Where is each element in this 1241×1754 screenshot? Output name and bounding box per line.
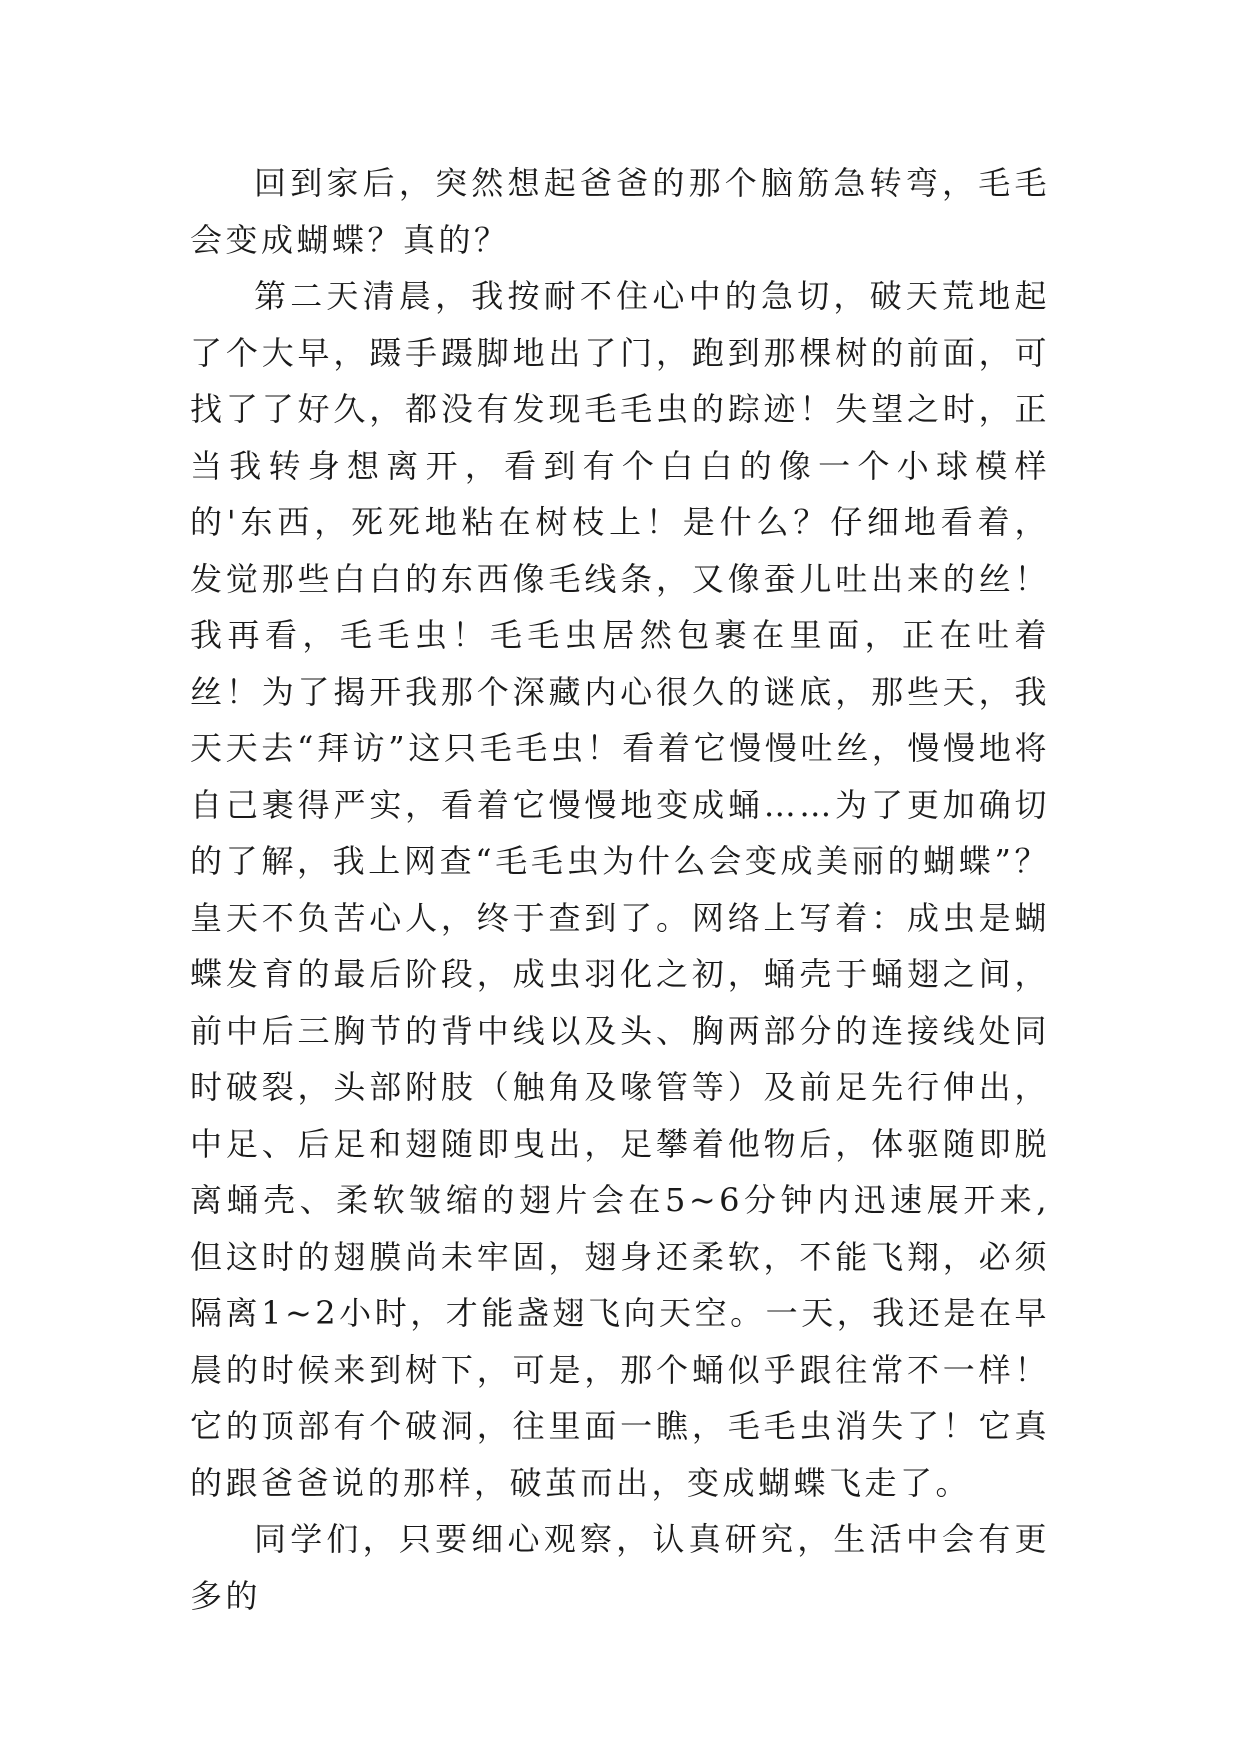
paragraph-return-home: 回到家后，突然想起爸爸的那个脑筋急转弯，毛毛会变成蝴蝶？真的？ [190,164,1050,259]
paragraph-conclusion: 同学们，只要细心观察，认真研究，生活中会有更多的 [190,1520,1050,1615]
document-body [190,155,1050,1624]
paragraph-caterpillar-observation: 第二天清晨，我按耐不住心中的急切，破天荒地起了个大早，蹑手蹑脚地出了门，跑到那棵树的前面，可找了了好久，都没有发现毛毛虫的踪迹！失望之时，正当我转身想离开，看到有个白白的像一个小球模样的'东西，死死地粘在树枝上！是什么？仔细地看着，发觉那些白白的东西像毛线条，又像蚕儿吐出来的丝！我再看，毛毛虫！毛毛虫居然包裹在里面，正在吐着丝！为了揭开我那个深藏内心很久的谜底，那些天，我天天去“拜访”这只毛毛虫！看着它慢慢吐丝，慢慢地将自己裹得严实，看着它慢慢地变成蛹……为了更加确切的了解，我上网查“毛毛虫为什么会变成美丽的蝴蝶”？皇天不负苦心人，终于查到了。网络上写着：成虫是蝴蝶发育的最后阶段，成虫羽化之初，蛹壳于蛹翅之间，前中后三胸节的背中线以及头、胸两部分的连接线处同时破裂，头部附肢（触角及喙管等）及前足先行伸出，中足、后足和翅随即曳出，足攀着他物后，体驱随即脱离蛹壳、柔软皱缩的翅片会在5~6分钟内迅速展开来,但这时的翅膜尚未牢固，翅身还柔软，不能飞翔，必须隔离1~2小时，才能盏翅飞向天空。一天，我还是在早晨的时候来到树下，可是，那个蛹似乎跟往常不一样！它的顶部有个破洞，往里面一瞧，毛毛虫消失了！它真的跟爸爸说的那样，破茧而出，变成蝴蝶飞走了。 [190,277,1050,1502]
